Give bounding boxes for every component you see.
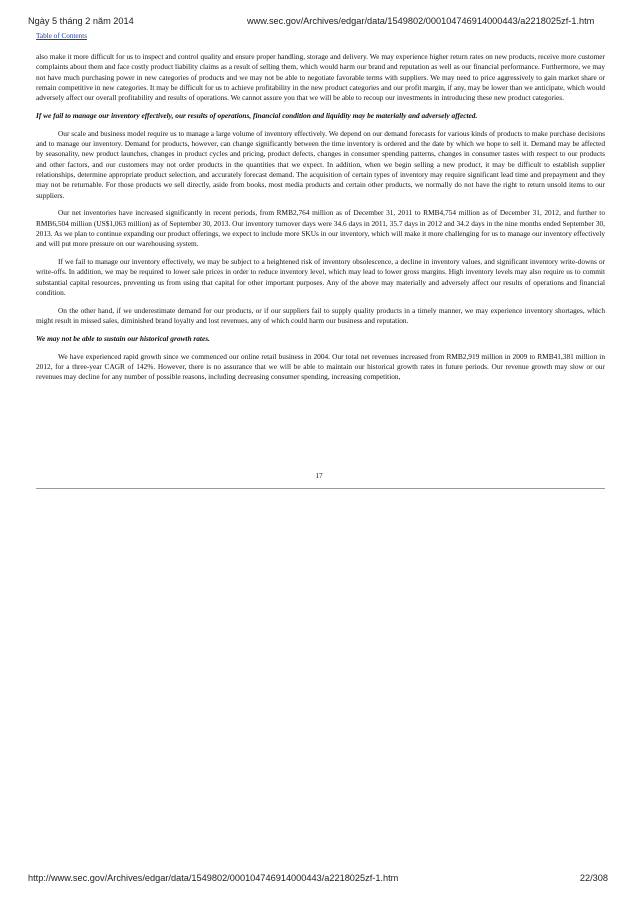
print-footer-url: http://www.sec.gov/Archives/edgar/data/1549802/000104746914000443/a2218025zf-1.htm [28, 873, 399, 883]
print-header-url: www.sec.gov/Archives/edgar/data/1549802/000104746914000443/a2218025zf-1.htm [247, 16, 595, 26]
print-page-count: 22/308 [579, 873, 608, 883]
page-divider [36, 488, 605, 489]
section-heading-inventory: If we fail to manage our inventory effectively, our results of operations, financial condition and liquidity may be materially and adversely affected. [36, 110, 478, 120]
paragraph: Our net inventories have increased significantly in recent periods, from RMB2,764 million as of December 31, 2011 to RMB4,754 million as of December 31, 2012, and further to RMB6,504 million (US$1,063 million) as of September 30, 2013. Our inventory turnover days were 34.6 days in 2011, 35.7 days in 2012 and 34.2 days in the nine months ended September 30, 2013. As we plan to continue expanding our product offerings, we expect to include more SKUs in our inventory, which will make it more challenging for us to manage our inventory effectively and will put more pressure on our warehousing system. [36, 208, 605, 249]
print-footer [28, 873, 608, 885]
document-body [36, 52, 605, 390]
table-of-contents-link[interactable]: Table of Contents [36, 32, 87, 40]
page-number: 17 [315, 471, 323, 480]
paragraph: On the other hand, if we underestimate demand for our products, or if our suppliers fail to supply quality products in a timely manner, we may experience inventory shortages, which might result in missed sales, diminished brand loyalty and lost revenues, any of which could harm our business and reputation. [36, 305, 605, 326]
paragraph: Our scale and business model require us to manage a large volume of inventory effectively. We depend on our demand forecasts for various kinds of products to make purchase decisions and to manage our inventory. Demand for products, however, can change significantly between the time inventory is ordered and the date by which we hope to sell it. Demand may be affected by seasonality, new product launches, changes in product cycles and pricing, product defects, changes in consumer spending patterns, changes in consumer tastes with respect to our products and other factors, and our customers may not order products in the quantities that we expect. In addition, when we begin selling a new product, it may be difficult to establish supplier relationships, determine appropriate product selection, and accurately forecast demand. The acquisition of certain types of inventory may require significant lead time and prepayment and they may not be returnable. For those products we sell directly, aside from books, most media products and certain other products, we normally do not have the right to return unsold items to our suppliers. [36, 128, 605, 200]
print-header [28, 16, 608, 28]
paragraph: If we fail to manage our inventory effectively, we may be subject to a heightened risk of inventory obsolescence, a decline in inventory values, and significant inventory write-downs or write-offs. In addition, we may be required to lower sale prices in order to reduce inventory level, which may lead to lower gross margins. High inventory levels may also require us to commit substantial capital resources, preventing us from using that capital for other important purposes. Any of the above may materially and adversely affect our results of operations and financial condition. [36, 257, 605, 297]
section-heading-growth: We may not be able to sustain our historical growth rates. [36, 333, 210, 343]
paragraph: also make it more difficult for us to inspect and control quality and ensure proper handling, storage and delivery. We may experience higher return rates on new products, receive more customer complaints about them and face costly product liability claims as a result of selling them, which would harm our brand and reputation as well as our financial performance. Furthermore, we may not have much purchasing power in new categories of products and we may not be able to negotiate favorable terms with suppliers. We may need to price aggressively to gain market share or remain competitive in new categories. It may be difficult for us to achieve profitability in the new product categories and our profit margin, if any, may be lower than we anticipate, which would adversely affect our overall profitability and results of operations. We cannot assure you that we will be able to recoup our investments in introducing these new product categories. [36, 52, 605, 103]
print-date: Ngày 5 tháng 2 năm 2014 [28, 16, 134, 26]
paragraph: We have experienced rapid growth since we commenced our online retail business in 2004. Our total net revenues increased from RMB2,919 million in 2009 to RMB41,381 million in 2012, for a three-year CAGR of 142%. However, there is no assurance that we will be able to maintain our historical growth rates in future periods. Our revenue growth may slow or our revenues may decline for any number of possible reasons, including decreasing consumer spending, increasing competition, [36, 351, 605, 382]
